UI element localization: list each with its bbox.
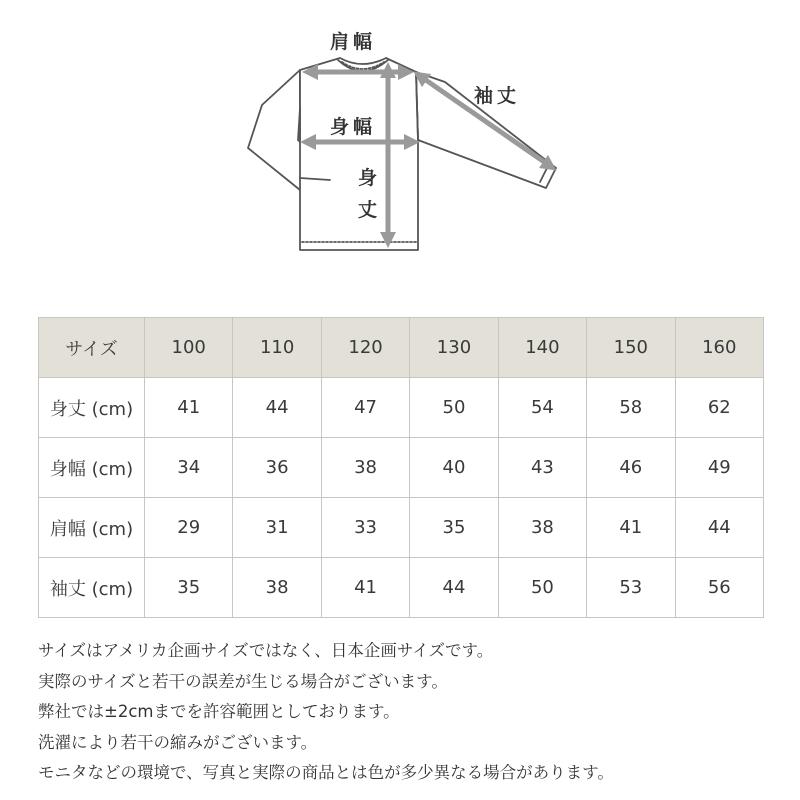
table-cell: 44 [233, 378, 321, 438]
table-cell: 44 [675, 498, 763, 558]
table-cell: 41 [587, 498, 675, 558]
header-size-130: 130 [410, 318, 498, 378]
row-label: 身丈 (cm) [39, 378, 145, 438]
table-cell: 41 [321, 558, 409, 618]
row-label: 袖丈 (cm) [39, 558, 145, 618]
table-cell: 29 [145, 498, 233, 558]
note-line: モニタなどの環境で、写真と実際の商品とは色が多少異なる場合があります。 [38, 763, 614, 782]
header-size-100: 100 [145, 318, 233, 378]
header-size-label: サイズ [39, 318, 145, 378]
table-cell: 46 [587, 438, 675, 498]
table-cell: 35 [410, 498, 498, 558]
table-cell: 40 [410, 438, 498, 498]
table-cell: 43 [498, 438, 586, 498]
table-cell: 54 [498, 378, 586, 438]
table-cell: 50 [498, 558, 586, 618]
chest-width-label: 身幅 [330, 116, 377, 138]
note-line: 実際のサイズと若干の誤差が生じる場合がございます。 [38, 671, 448, 691]
row-label: 肩幅 (cm) [39, 498, 145, 558]
header-size-150: 150 [587, 318, 675, 378]
table-cell: 56 [675, 558, 763, 618]
body-length-label-top: 身 [358, 167, 378, 189]
table-row-shoulder-width [39, 498, 764, 558]
table-row-chest-width [39, 438, 764, 498]
row-label: 身幅 (cm) [39, 438, 145, 498]
table-cell: 38 [321, 438, 409, 498]
table-cell: 38 [498, 498, 586, 558]
table-cell: 49 [675, 438, 763, 498]
note-line: 洗濯により若干の縮みがございます。 [38, 732, 318, 752]
table-cell: 44 [410, 558, 498, 618]
shirt-body-outline [300, 58, 418, 250]
table-cell: 38 [233, 558, 321, 618]
header-size-120: 120 [321, 318, 409, 378]
table-cell: 33 [321, 498, 409, 558]
garment-measurement-diagram [0, 0, 800, 300]
size-header-row [39, 318, 764, 378]
table-cell: 35 [145, 558, 233, 618]
note-line: サイズはアメリカ企画サイズではなく、日本企画サイズです。 [38, 641, 494, 660]
size-table [38, 317, 764, 618]
sleeve-length-label: 袖丈 [474, 85, 521, 107]
table-cell: 41 [145, 378, 233, 438]
table-cell: 58 [587, 378, 675, 438]
size-notes [38, 636, 788, 789]
header-size-160: 160 [675, 318, 763, 378]
table-cell: 53 [587, 558, 675, 618]
table-row-body-length [39, 378, 764, 438]
note-line: 弊社では±2cmまでを許容範囲としております。 [38, 702, 400, 721]
body-length-label-bottom: 丈 [358, 199, 378, 221]
table-cell: 47 [321, 378, 409, 438]
header-size-110: 110 [233, 318, 321, 378]
table-cell: 62 [675, 378, 763, 438]
table-cell: 34 [145, 438, 233, 498]
shoulder-width-label: 肩幅 [330, 31, 377, 53]
header-size-140: 140 [498, 318, 586, 378]
table-cell: 31 [233, 498, 321, 558]
table-cell: 36 [233, 438, 321, 498]
table-row-sleeve-length [39, 558, 764, 618]
table-cell: 50 [410, 378, 498, 438]
